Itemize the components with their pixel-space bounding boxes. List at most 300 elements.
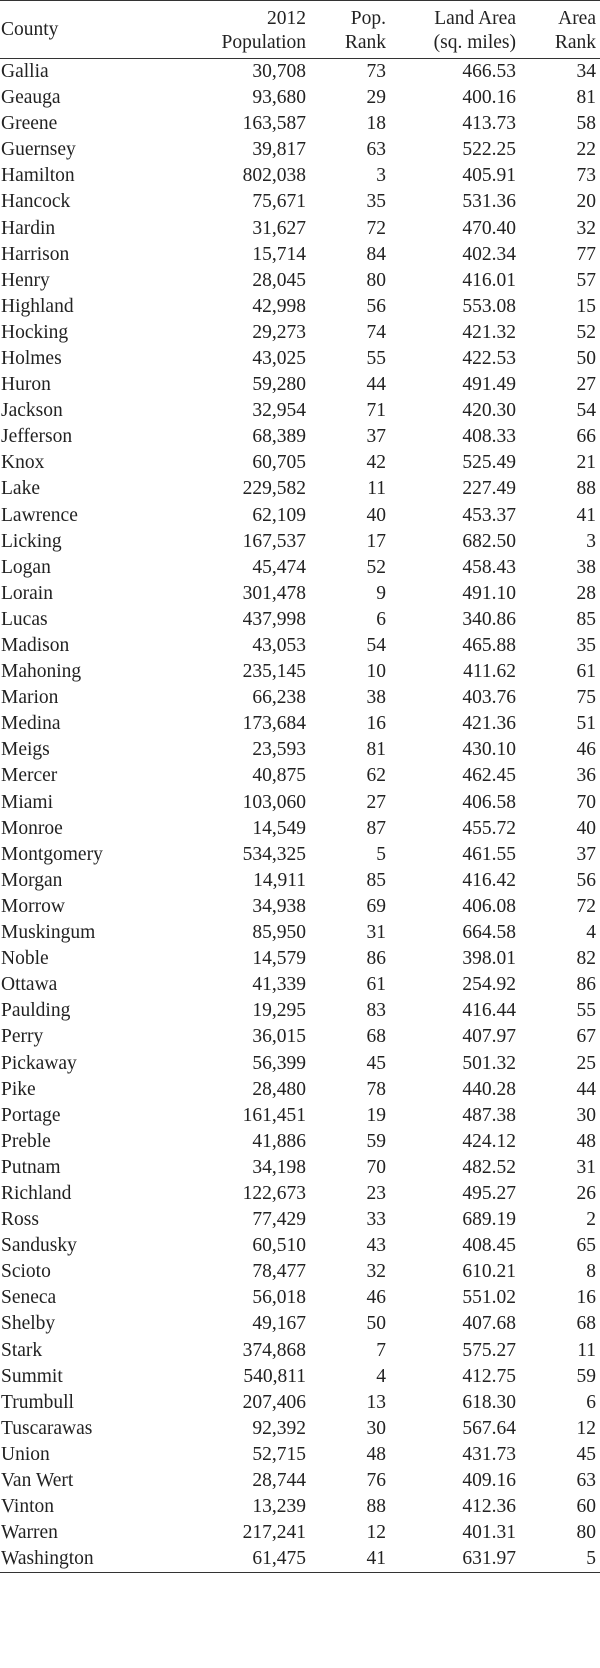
table-row — [0, 998, 600, 1024]
land-area-value: 431.73 — [462, 1443, 516, 1465]
area-rank-value: 44 — [576, 1078, 596, 1100]
land-area-value: 421.32 — [462, 321, 516, 343]
area-rank-value: 70 — [576, 791, 596, 813]
pop-rank-value: 11 — [367, 478, 386, 500]
county-name: Hancock — [1, 191, 71, 213]
pop-rank-value: 7 — [376, 1339, 386, 1361]
land-area-value: 406.08 — [462, 895, 516, 917]
pop-rank-value: 70 — [366, 1156, 386, 1178]
table-row — [0, 268, 600, 294]
land-area-value: 458.43 — [462, 556, 516, 578]
population-value: 77,429 — [252, 1209, 306, 1231]
area-rank-value: 8 — [586, 1261, 596, 1283]
pop-rank-value: 85 — [366, 869, 386, 891]
area-rank-value: 12 — [576, 1417, 596, 1439]
population-value: 43,053 — [252, 635, 306, 657]
header-pop-rank-line-1: Pop. — [350, 8, 386, 29]
county-name: Morrow — [1, 895, 65, 917]
area-rank-value: 72 — [576, 895, 596, 917]
pop-rank-value: 41 — [310, 1546, 390, 1573]
pop-rank-value: 74 — [366, 321, 386, 343]
pop-rank-value: 69 — [366, 895, 386, 917]
county-name: Washington — [0, 1546, 190, 1573]
county-name: Union — [1, 1443, 50, 1465]
land-area-value: 551.02 — [462, 1287, 516, 1309]
pop-rank-value: 30 — [366, 1417, 386, 1439]
header-land-area — [390, 1, 520, 59]
county-name: Trumbull — [1, 1391, 74, 1413]
county-name: Licking — [1, 530, 62, 552]
land-area-value: 416.01 — [462, 269, 516, 291]
county-name: Gallia — [1, 61, 49, 82]
table-row — [0, 1233, 600, 1259]
land-area-value: 411.62 — [463, 661, 516, 683]
population-value: 31,627 — [252, 217, 306, 239]
table-row — [0, 685, 600, 711]
area-rank-value: 46 — [576, 739, 596, 761]
population-value: 217,241 — [242, 1522, 306, 1544]
land-area-value: 631.97 — [390, 1546, 520, 1573]
area-rank-value: 59 — [576, 1365, 596, 1387]
pop-rank-value: 50 — [366, 1313, 386, 1335]
area-rank-value: 54 — [576, 400, 596, 422]
population-value: 15,714 — [252, 243, 306, 265]
population-value: 42,998 — [252, 295, 306, 317]
pop-rank-value: 84 — [366, 243, 386, 265]
table-row — [0, 529, 600, 555]
pop-rank-value: 54 — [366, 635, 386, 657]
pop-rank-value: 29 — [366, 87, 386, 109]
population-value: 66,238 — [252, 687, 306, 709]
table-row — [0, 894, 600, 920]
land-area-value: 340.86 — [462, 608, 516, 630]
land-area-value: 461.55 — [462, 843, 516, 865]
area-rank-value: 28 — [576, 582, 596, 604]
header-land-area-line-2: (sq. miles) — [433, 32, 516, 53]
county-name: Meigs — [1, 739, 50, 761]
area-rank-value: 77 — [576, 243, 596, 265]
land-area-value: 402.34 — [462, 243, 516, 265]
table-row — [0, 59, 600, 86]
county-name: Miami — [1, 791, 53, 813]
area-rank-value: 21 — [576, 452, 596, 474]
pop-rank-value: 4 — [376, 1365, 386, 1387]
pop-rank-value: 68 — [366, 1026, 386, 1048]
land-area-value: 420.30 — [462, 400, 516, 422]
table-row — [0, 607, 600, 633]
population-value: 173,684 — [242, 713, 306, 735]
area-rank-value: 52 — [576, 321, 596, 343]
pop-rank-value: 63 — [366, 139, 386, 161]
county-name: Paulding — [1, 1000, 71, 1022]
table-row — [0, 763, 600, 789]
population-value: 122,673 — [242, 1182, 306, 1204]
county-name: Shelby — [1, 1313, 56, 1335]
area-rank-value: 60 — [576, 1496, 596, 1518]
table-row — [0, 816, 600, 842]
population-value: 32,954 — [252, 400, 306, 422]
county-name: Lorain — [1, 582, 53, 604]
pop-rank-value: 35 — [366, 191, 386, 213]
county-name: Noble — [1, 948, 49, 970]
area-rank-value: 68 — [576, 1313, 596, 1335]
table-row — [0, 1155, 600, 1181]
county-name: Stark — [1, 1339, 43, 1361]
pop-rank-value: 59 — [366, 1130, 386, 1152]
county-name: Geauga — [1, 87, 61, 109]
population-value: 34,938 — [252, 895, 306, 917]
population-value: 92,392 — [252, 1417, 306, 1439]
pop-rank-value: 72 — [366, 217, 386, 239]
land-area-value: 416.44 — [462, 1000, 516, 1022]
pop-rank-value: 16 — [366, 713, 386, 735]
table-row — [0, 1024, 600, 1050]
table-row — [0, 737, 600, 763]
population-value: 41,339 — [252, 974, 306, 996]
table-row — [0, 1207, 600, 1233]
land-area-value: 416.42 — [462, 869, 516, 891]
pop-rank-value: 5 — [376, 843, 386, 865]
area-rank-value: 50 — [576, 347, 596, 369]
table-row — [0, 450, 600, 476]
population-value: 62,109 — [252, 504, 306, 526]
table-row — [0, 1494, 600, 1520]
county-name: Vinton — [1, 1496, 54, 1518]
pop-rank-value: 56 — [366, 295, 386, 317]
area-rank-value: 38 — [576, 556, 596, 578]
area-rank-value: 4 — [586, 922, 596, 944]
pop-rank-value: 12 — [366, 1522, 386, 1544]
land-area-value: 664.58 — [462, 922, 516, 944]
county-name: Jefferson — [1, 426, 73, 448]
table-row — [0, 111, 600, 137]
land-area-value: 462.45 — [462, 765, 516, 787]
population-value: 28,480 — [252, 1078, 306, 1100]
table-row — [0, 1129, 600, 1155]
population-value: 93,680 — [252, 87, 306, 109]
header-population-line-2: Population — [221, 32, 306, 53]
table-header — [0, 1, 600, 59]
pop-rank-value: 13 — [366, 1391, 386, 1413]
header-row — [0, 1, 600, 59]
area-rank-value: 40 — [576, 817, 596, 839]
area-rank-value: 85 — [576, 608, 596, 630]
land-area-value: 466.53 — [462, 61, 516, 82]
table-row — [0, 790, 600, 816]
population-value: 13,239 — [252, 1496, 306, 1518]
area-rank-value: 86 — [576, 974, 596, 996]
county-name: Harrison — [1, 243, 70, 265]
pop-rank-value: 73 — [366, 61, 386, 82]
county-name: Huron — [1, 374, 51, 396]
population-value: 802,038 — [242, 165, 306, 187]
land-area-value: 412.75 — [462, 1365, 516, 1387]
land-area-value: 501.32 — [462, 1052, 516, 1074]
population-value: 229,582 — [242, 478, 306, 500]
land-area-value: 227.49 — [462, 478, 516, 500]
population-value: 61,475 — [190, 1546, 310, 1573]
county-name: Pickaway — [1, 1052, 77, 1074]
population-value: 59,280 — [252, 374, 306, 396]
land-area-value: 495.27 — [462, 1182, 516, 1204]
population-value: 60,510 — [252, 1235, 306, 1257]
table-row — [0, 946, 600, 972]
population-value: 540,811 — [243, 1365, 306, 1387]
county-name: Monroe — [1, 817, 63, 839]
population-value: 56,018 — [252, 1287, 306, 1309]
population-value: 23,593 — [252, 739, 306, 761]
county-name: Ottawa — [1, 974, 58, 996]
pop-rank-value: 45 — [366, 1052, 386, 1074]
land-area-value: 422.53 — [462, 347, 516, 369]
pop-rank-value: 78 — [366, 1078, 386, 1100]
area-rank-value: 82 — [576, 948, 596, 970]
pop-rank-value: 83 — [366, 1000, 386, 1022]
population-value: 45,474 — [252, 556, 306, 578]
header-county-line-1: County — [1, 18, 59, 40]
county-name: Knox — [1, 452, 45, 474]
area-rank-value: 55 — [576, 1000, 596, 1022]
land-area-value: 470.40 — [462, 217, 516, 239]
table-row — [0, 372, 600, 398]
pop-rank-value: 38 — [366, 687, 386, 709]
county-name: Lawrence — [1, 504, 78, 526]
table-row — [0, 163, 600, 189]
population-value: 40,875 — [252, 765, 306, 787]
header-pop-rank — [310, 1, 390, 59]
population-value: 437,998 — [242, 608, 306, 630]
area-rank-value: 26 — [576, 1182, 596, 1204]
county-name: Hardin — [1, 217, 56, 239]
area-rank-value: 66 — [576, 426, 596, 448]
pop-rank-value: 81 — [366, 739, 386, 761]
land-area-value: 408.45 — [462, 1235, 516, 1257]
county-name: Richland — [1, 1182, 72, 1204]
county-name: Marion — [1, 687, 59, 709]
land-area-value: 618.30 — [462, 1391, 516, 1413]
table-row — [0, 1390, 600, 1416]
land-area-value: 400.16 — [462, 87, 516, 109]
county-name: Warren — [1, 1522, 58, 1544]
pop-rank-value: 87 — [366, 817, 386, 839]
table-row — [0, 294, 600, 320]
area-rank-value: 51 — [576, 713, 596, 735]
county-name: Guernsey — [1, 139, 76, 161]
population-value: 49,167 — [252, 1313, 306, 1335]
header-county — [0, 1, 190, 59]
land-area-value: 487.38 — [462, 1104, 516, 1126]
table-row — [0, 346, 600, 372]
land-area-value: 531.36 — [462, 191, 516, 213]
pop-rank-value: 23 — [366, 1182, 386, 1204]
county-name: Mahoning — [1, 661, 82, 683]
land-area-value: 575.27 — [462, 1339, 516, 1361]
table-row — [0, 555, 600, 581]
table-row — [0, 633, 600, 659]
table-row — [0, 1050, 600, 1076]
population-value: 19,295 — [252, 1000, 306, 1022]
area-rank-value: 45 — [576, 1443, 596, 1465]
area-rank-value: 20 — [576, 191, 596, 213]
population-value: 68,389 — [252, 426, 306, 448]
population-value: 534,325 — [242, 843, 306, 865]
table-row — [0, 1468, 600, 1494]
header-pop-rank-line-2: Rank — [344, 32, 386, 53]
population-value: 75,671 — [252, 191, 306, 213]
land-area-value: 412.36 — [462, 1496, 516, 1518]
county-name: Hocking — [1, 321, 69, 343]
population-value: 161,451 — [242, 1104, 306, 1126]
population-value: 103,060 — [242, 791, 306, 813]
area-rank-value: 80 — [576, 1522, 596, 1544]
population-value: 85,950 — [252, 922, 306, 944]
table-row — [0, 189, 600, 215]
pop-rank-value: 10 — [366, 661, 386, 683]
table-row — [0, 920, 600, 946]
county-name: Portage — [1, 1104, 61, 1126]
table-row — [0, 711, 600, 737]
county-name: Ross — [1, 1209, 39, 1231]
header-area-rank-line-1: Area — [558, 8, 596, 29]
population-value: 301,478 — [242, 582, 306, 604]
table-row — [0, 1546, 600, 1573]
population-value: 207,406 — [242, 1391, 306, 1413]
county-name: Holmes — [1, 347, 62, 369]
land-area-value: 405.91 — [462, 165, 516, 187]
land-area-value: 491.49 — [462, 374, 516, 396]
county-name: Highland — [1, 295, 74, 317]
table-row — [0, 398, 600, 424]
land-area-value: 525.49 — [462, 452, 516, 474]
land-area-value: 553.08 — [462, 295, 516, 317]
county-name: Hamilton — [1, 165, 75, 187]
area-rank-value: 58 — [576, 113, 596, 135]
population-value: 56,399 — [252, 1052, 306, 1074]
land-area-value: 689.19 — [462, 1209, 516, 1231]
area-rank-value: 31 — [576, 1156, 596, 1178]
land-area-value: 424.12 — [462, 1130, 516, 1152]
county-name: Seneca — [1, 1287, 57, 1309]
county-name: Lake — [1, 478, 40, 500]
area-rank-value: 67 — [576, 1026, 596, 1048]
land-area-value: 254.92 — [462, 974, 516, 996]
area-rank-value: 61 — [576, 661, 596, 683]
table-row — [0, 476, 600, 502]
table-row — [0, 581, 600, 607]
land-area-value: 682.50 — [462, 530, 516, 552]
table-row — [0, 1416, 600, 1442]
population-value: 43,025 — [252, 347, 306, 369]
land-area-value: 407.68 — [462, 1313, 516, 1335]
land-area-value: 453.37 — [462, 504, 516, 526]
pop-rank-value: 42 — [366, 452, 386, 474]
pop-rank-value: 32 — [366, 1261, 386, 1283]
pop-rank-value: 37 — [366, 426, 386, 448]
pop-rank-value: 61 — [366, 974, 386, 996]
county-name: Jackson — [1, 400, 63, 422]
pop-rank-value: 76 — [366, 1470, 386, 1492]
pop-rank-value: 46 — [366, 1287, 386, 1309]
table-row — [0, 972, 600, 998]
area-rank-value: 15 — [576, 295, 596, 317]
pop-rank-value: 19 — [366, 1104, 386, 1126]
area-rank-value: 27 — [576, 374, 596, 396]
table-row — [0, 659, 600, 685]
area-rank-value: 5 — [520, 1546, 600, 1573]
area-rank-value: 11 — [577, 1339, 596, 1361]
land-area-value: 522.25 — [462, 139, 516, 161]
area-rank-value: 3 — [586, 530, 596, 552]
county-name: Lucas — [1, 608, 48, 630]
population-value: 41,886 — [252, 1130, 306, 1152]
land-area-value: 440.28 — [462, 1078, 516, 1100]
pop-rank-value: 80 — [366, 269, 386, 291]
table-row — [0, 1181, 600, 1207]
area-rank-value: 75 — [576, 687, 596, 709]
area-rank-value: 34 — [576, 61, 596, 82]
table-row — [0, 85, 600, 111]
land-area-value: 455.72 — [462, 817, 516, 839]
population-value: 14,549 — [252, 817, 306, 839]
pop-rank-value: 62 — [366, 765, 386, 787]
population-value: 78,477 — [252, 1261, 306, 1283]
table-row — [0, 868, 600, 894]
land-area-value: 482.52 — [462, 1156, 516, 1178]
area-rank-value: 30 — [576, 1104, 596, 1126]
population-value: 235,145 — [242, 661, 306, 683]
pop-rank-value: 40 — [366, 504, 386, 526]
area-rank-value: 35 — [576, 635, 596, 657]
pop-rank-value: 3 — [376, 165, 386, 187]
population-value: 28,045 — [252, 269, 306, 291]
land-area-value: 408.33 — [462, 426, 516, 448]
table-row — [0, 1442, 600, 1468]
county-name: Perry — [1, 1026, 44, 1048]
header-population — [190, 1, 310, 59]
table-row — [0, 842, 600, 868]
area-rank-value: 56 — [576, 869, 596, 891]
county-name: Logan — [1, 556, 51, 578]
county-name: Morgan — [1, 869, 63, 891]
area-rank-value: 48 — [576, 1130, 596, 1152]
land-area-value: 421.36 — [462, 713, 516, 735]
county-name: Preble — [1, 1130, 51, 1152]
land-area-value: 409.16 — [462, 1470, 516, 1492]
table-row — [0, 1364, 600, 1390]
county-name: Montgomery — [1, 843, 103, 865]
population-value: 14,911 — [253, 869, 306, 891]
area-rank-value: 57 — [576, 269, 596, 291]
area-rank-value: 65 — [576, 1235, 596, 1257]
area-rank-value: 25 — [576, 1052, 596, 1074]
area-rank-value: 41 — [576, 504, 596, 526]
header-area-rank-line-2: Rank — [554, 32, 596, 53]
pop-rank-value: 17 — [366, 530, 386, 552]
county-name: Scioto — [1, 1261, 51, 1283]
population-value: 60,705 — [252, 452, 306, 474]
county-name: Van Wert — [1, 1470, 74, 1492]
table-row — [0, 503, 600, 529]
county-name: Muskingum — [1, 922, 96, 944]
header-area-rank — [520, 1, 600, 59]
county-name: Pike — [1, 1078, 36, 1100]
header-population-line-1: 2012 — [267, 8, 306, 29]
land-area-value: 407.97 — [462, 1026, 516, 1048]
area-rank-value: 88 — [576, 478, 596, 500]
population-value: 167,537 — [242, 530, 306, 552]
land-area-value: 491.10 — [462, 582, 516, 604]
county-name: Henry — [1, 269, 50, 291]
